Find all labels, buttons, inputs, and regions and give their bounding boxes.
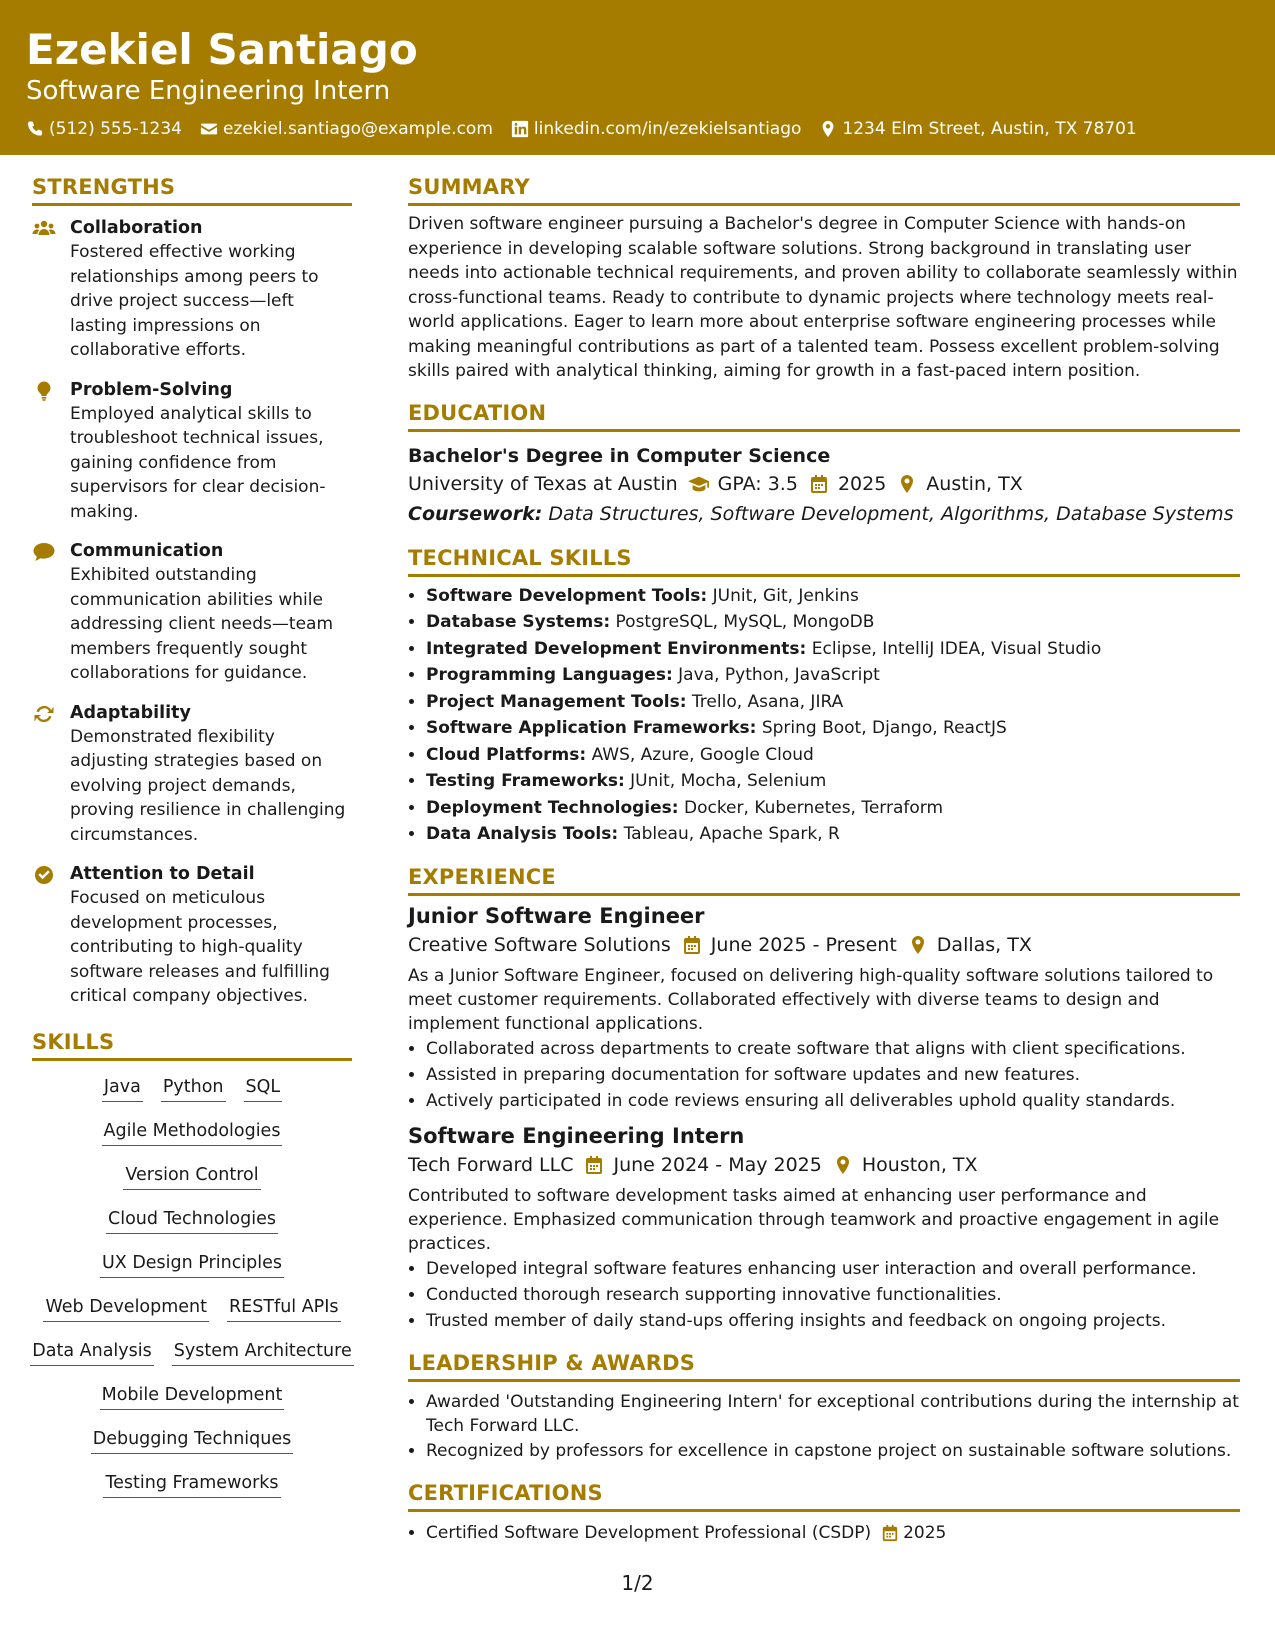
refresh-icon: [32, 704, 56, 724]
skill-value: JUnit, Git, Jenkins: [712, 585, 859, 606]
strength-item: [32, 539, 352, 686]
calendar-icon: [881, 1524, 899, 1542]
list-item: • Developed integral software features enhancing user interaction and overall performance.: [426, 1256, 1240, 1282]
list-item: [426, 715, 1240, 742]
skill-tag: RESTful APIs: [227, 1295, 341, 1322]
skill-value: AWS, Azure, Google Cloud: [591, 744, 814, 765]
contact-bar: [26, 116, 1155, 142]
list-item: [426, 768, 1240, 795]
list-item: • Recognized by professors for excellence in capstone project on sustainable software solutions.: [426, 1438, 1240, 1465]
strength-title: Adaptability: [70, 702, 191, 723]
education-title: EDUCATION: [408, 398, 1240, 432]
list-item: • Trusted member of daily stand-ups offering insights and feedback on ongoing projects.: [426, 1308, 1240, 1334]
list-item: • Conducted thorough research supporting innovative functionalities.: [426, 1282, 1240, 1308]
check-circle-icon: [32, 865, 56, 885]
skill-tag: Data Analysis: [30, 1339, 153, 1366]
job-bullets: [408, 1256, 1240, 1334]
strength-title: Communication: [70, 541, 224, 561]
certifications-title: CERTIFICATIONS: [408, 1478, 1240, 1512]
education-location: Austin, TX: [926, 472, 1023, 495]
job-location: Dallas, TX: [936, 933, 1032, 956]
skill-tag: Agile Methodologies: [102, 1119, 283, 1146]
strength-desc: Exhibited outstanding communication abilities while addressing client needs—team members frequently sought collaborations for guidance.: [70, 565, 334, 683]
list-item: [426, 662, 1240, 689]
skill-row: [32, 1471, 352, 1498]
contact-linkedin[interactable]: [511, 119, 802, 139]
contact-phone: [26, 119, 182, 139]
skill-value: Docker, Kubernetes, Terraform: [683, 797, 944, 818]
skill-tag: Python: [161, 1075, 226, 1102]
coursework-label: Coursework:: [408, 502, 543, 525]
skill-label: Database Systems:: [426, 612, 611, 632]
education-meta: [408, 469, 1240, 499]
users-icon: [32, 219, 56, 239]
linkedin-text[interactable]: linkedin.com/in/ezekielsantiago: [533, 119, 802, 139]
skill-label: Software Application Frameworks:: [426, 718, 757, 738]
list-item: [426, 609, 1240, 636]
strength-desc: Fostered effective working relationships among peers to drive project success—left lasting impressions on collaborative efforts.: [70, 242, 319, 360]
list-item: [426, 795, 1240, 822]
job-location: Houston, TX: [861, 1153, 978, 1176]
contact-email[interactable]: [200, 119, 493, 139]
skill-tag: Cloud Technologies: [106, 1207, 278, 1234]
skill-row: [32, 1207, 352, 1234]
email-text[interactable]: ezekiel.santiago@example.com: [222, 119, 493, 139]
coursework: [408, 499, 1240, 529]
calendar-icon: [808, 474, 830, 494]
leadership-list: [408, 1390, 1240, 1465]
strength-item: [32, 701, 352, 848]
list-item: [426, 1520, 1240, 1547]
skill-label: Programming Languages:: [426, 665, 673, 685]
job-bullets: [408, 1036, 1240, 1114]
map-pin-icon: [832, 1155, 854, 1175]
list-item: [426, 689, 1240, 716]
calendar-icon: [681, 935, 703, 955]
list-item: [426, 636, 1240, 663]
skill-row: [32, 1075, 352, 1102]
skill-label: Project Management Tools:: [426, 691, 687, 712]
job-dates: June 2025 - Present: [710, 933, 897, 956]
skill-tag: Testing Frameworks: [103, 1471, 280, 1498]
strength-item: [32, 216, 352, 363]
strength-item: [32, 378, 352, 525]
page-number: 1/2: [621, 1571, 654, 1595]
job-description: Contributed to software development tasks aimed at enhancing user performance and experience. Emphasized communication through teamwork and proactive engagement in agile practices.: [408, 1185, 1220, 1254]
map-pin-icon: [819, 120, 837, 138]
job-description: As a Junior Software Engineer, focused on delivering high-quality software solutions tailored to meet customer requirements. Collaborated effectively with diverse teams to design and implement functional applications.: [408, 965, 1214, 1034]
skill-value: PostgreSQL, MySQL, MongoDB: [615, 612, 875, 632]
list-item: • Assisted in preparing documentation for software updates and new features.: [426, 1062, 1240, 1088]
leadership-title: LEADERSHIP & AWARDS: [408, 1348, 1240, 1382]
strength-title: Attention to Detail: [70, 864, 255, 884]
skill-label: Cloud Platforms:: [426, 744, 587, 765]
phone-text: (512) 555-1234: [49, 119, 182, 139]
education-year: 2025: [837, 472, 887, 495]
list-item: [426, 821, 1240, 848]
certification-entry: [426, 1520, 1240, 1547]
list-item: • Collaborated across departments to create software that aligns with client specifications.: [426, 1036, 1240, 1062]
job-title: Junior Software Engineer: [408, 903, 705, 928]
skill-row: [32, 1339, 352, 1366]
calendar-icon: [583, 1155, 605, 1175]
skill-row: [32, 1119, 352, 1146]
job-entry: [408, 902, 1240, 1114]
skill-tag: SQL: [244, 1075, 283, 1102]
linkedin-icon: [511, 120, 529, 138]
skill-tag: Web Development: [43, 1295, 209, 1322]
coursework-list: Data Structures, Software Development, Algorithms, Database Systems: [548, 502, 1234, 525]
experience-title: EXPERIENCE: [408, 862, 1240, 896]
summary-section: [408, 172, 1240, 384]
address-text: 1234 Elm Street, Austin, TX 78701: [842, 119, 1137, 139]
job-dates: June 2024 - May 2025: [613, 1153, 822, 1176]
certifications-section: [408, 1478, 1240, 1547]
skill-value: Spring Boot, Django, ReactJS: [761, 718, 1007, 738]
strength-title: Problem-Solving: [70, 379, 233, 400]
phone-icon: [26, 120, 44, 138]
map-pin-icon: [896, 474, 918, 494]
certification-name: • Certified Software Development Professional (CSDP): [426, 1523, 872, 1543]
certifications-list: [408, 1520, 1240, 1547]
skill-value: JUnit, Mocha, Selenium: [630, 771, 827, 791]
graduation-cap-icon: [688, 474, 710, 494]
skill-tag: System Architecture: [172, 1339, 354, 1366]
company-name: Tech Forward LLC: [408, 1153, 574, 1176]
strength-desc: Focused on meticulous development processes, contributing to high-quality software releases and fulfilling critical company objectives.: [70, 888, 330, 1006]
skill-row: [32, 1383, 352, 1410]
skill-row: [32, 1427, 352, 1454]
technical-skills-section: [408, 543, 1240, 848]
skill-tag: Debugging Techniques: [91, 1427, 294, 1454]
skill-value: Tableau, Apache Spark, R: [623, 824, 840, 844]
list-item: • Actively participated in code reviews ensuring all deliverables uphold quality standards.: [426, 1088, 1240, 1114]
contact-address: [819, 119, 1136, 139]
skills-tags: [32, 1075, 352, 1498]
job-title: Software Engineering Intern: [408, 1123, 745, 1148]
list-item: [426, 583, 1240, 610]
candidate-name: Ezekiel Santiago: [26, 25, 418, 74]
skill-tag: UX Design Principles: [100, 1251, 284, 1278]
education-section: [408, 398, 1240, 529]
lightbulb-icon: [32, 381, 56, 401]
list-item: • Awarded 'Outstanding Engineering Intern' for exceptional contributions during the internship at Tech Forward LLC.: [426, 1390, 1240, 1438]
skill-value: Trello, Asana, JIRA: [691, 691, 844, 712]
skill-label: Deployment Technologies:: [426, 797, 679, 818]
summary-text: Driven software engineer pursuing a Bachelor's degree in Computer Science with hands-on experience in developing scalable software solutions. Strong background in translating user needs into actionable technical requirements, and proven ability to collaborate seamlessly within cross-functional teams. Ready to contribute to dynamic projects where technology meets real-world applications. Eager to learn more about enterprise software engineering processes while making meaningful contributions as part of a talented team. Possess excellent problem-solving skills paired with analytical thinking, aiming for growth in a fast-paced intern position.: [408, 214, 1238, 381]
gpa-text: GPA: 3.5: [717, 472, 798, 495]
technical-skills-title: TECHNICAL SKILLS: [408, 543, 1240, 577]
skill-label: Software Development Tools:: [426, 585, 708, 606]
experience-section: [408, 862, 1240, 1334]
job-entry: [408, 1122, 1240, 1334]
strength-item: [32, 862, 352, 1009]
strengths-title: STRENGTHS: [32, 172, 352, 206]
speech-bubble-icon: [32, 542, 56, 562]
strength-desc: Employed analytical skills to troubleshoot technical issues, gaining confidence from supervisors for clear decision-making.: [70, 403, 326, 522]
technical-skills-list: [408, 583, 1240, 848]
strength-desc: Demonstrated flexibility adjusting strategies based on evolving project demands, proving resilience in challenging circumstances.: [70, 726, 346, 845]
list-item: [426, 742, 1240, 769]
skill-label: Integrated Development Environments:: [426, 638, 807, 659]
skill-label: Data Analysis Tools:: [426, 824, 619, 844]
strengths-list: [32, 216, 352, 1009]
summary-title: SUMMARY: [408, 172, 1240, 206]
certification-year: 2025: [903, 1523, 947, 1543]
skill-value: Java, Python, JavaScript: [678, 665, 880, 685]
skill-tag: Java: [102, 1075, 143, 1102]
degree-name: Bachelor's Degree in Computer Science: [408, 444, 831, 467]
skills-title: SKILLS: [32, 1027, 352, 1061]
candidate-role: Software Engineering Intern: [26, 76, 391, 106]
strength-title: Collaboration: [70, 218, 203, 238]
skill-row: [32, 1163, 352, 1190]
company-name: Creative Software Solutions: [408, 933, 671, 956]
job-meta: [408, 1150, 1240, 1180]
skill-tag: Version Control: [123, 1163, 260, 1190]
leadership-section: [408, 1348, 1240, 1465]
envelope-icon: [200, 120, 218, 138]
skill-row: [32, 1251, 352, 1278]
right-column: [408, 172, 1240, 1561]
job-meta: [408, 930, 1240, 960]
resume-header: [0, 0, 1275, 155]
left-column: [32, 172, 352, 1515]
skill-label: Testing Frameworks:: [426, 771, 625, 791]
school-name: University of Texas at Austin: [408, 472, 678, 495]
skill-tag: Mobile Development: [100, 1383, 285, 1410]
map-pin-icon: [907, 935, 929, 955]
skill-value: Eclipse, IntelliJ IDEA, Visual Studio: [811, 638, 1102, 659]
skill-row: [32, 1295, 352, 1322]
